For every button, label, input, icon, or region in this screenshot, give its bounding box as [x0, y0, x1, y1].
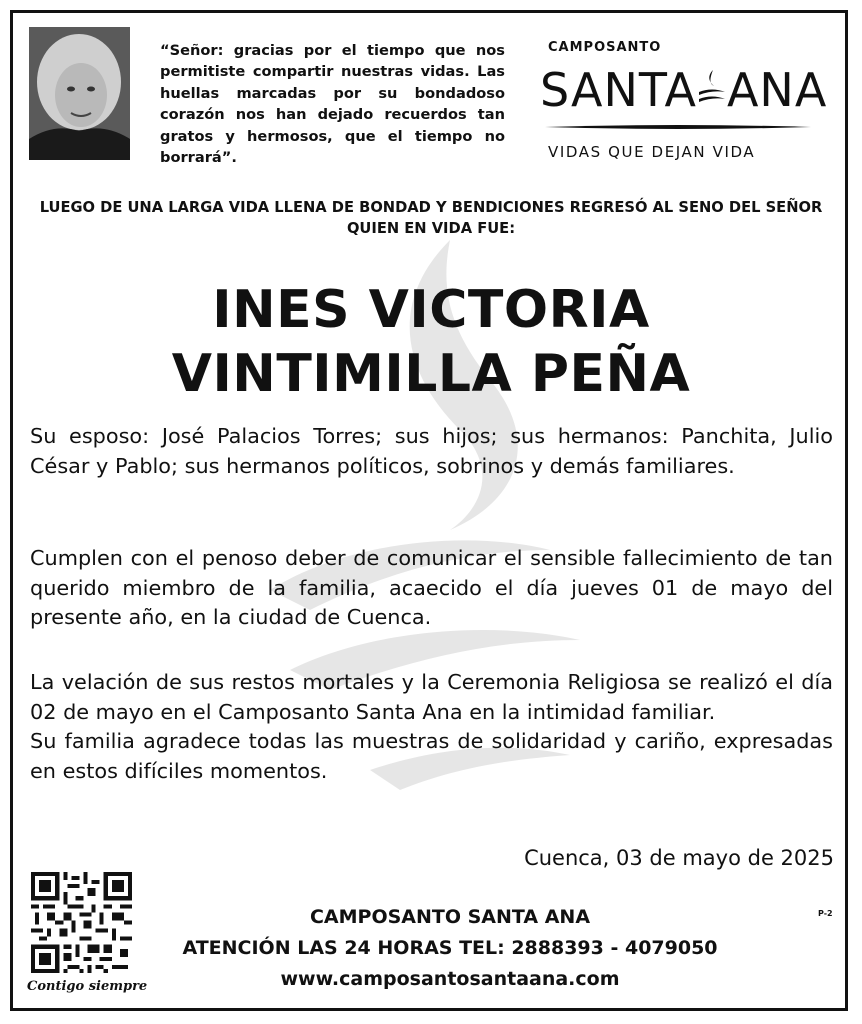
intro-text: LUEGO DE UNA LARGA VIDA LLENA DE BONDAD Y BENDICIONES REGRESÓ AL SENO DEL SEÑOR QUIEN EN VIDA FUE:: [39, 199, 823, 237]
ceremony-paragraph: La velación de sus restos mortales y la Ceremonia Religiosa se realizó el día 02 de mayo en el Camposanto Santa Ana en la intimidad familiar.: [30, 670, 833, 724]
brand-name-right: ANA: [726, 63, 828, 117]
deceased-name: [30, 278, 832, 406]
brand-tagline: VIDAS QUE DEJAN VIDA: [548, 143, 756, 161]
deceased-name-line2: VINTIMILLA PEÑA: [171, 344, 691, 404]
brand-underline: [545, 124, 811, 130]
brand-camposanto-label: CAMPOSANTO: [548, 40, 662, 55]
notice-date: Cuenca, 03 de mayo de 2025: [524, 846, 834, 870]
brand-name-left: SANTA: [540, 63, 697, 117]
footer-phone: ATENCIÓN LAS 24 HORAS TEL: 2888393 - 4079050: [182, 937, 718, 959]
page-code: P-2: [818, 909, 833, 918]
announcement-paragraph: Cumplen con el penoso deber de comunicar el sensible fallecimiento de tan querido miembro de la familia, acaecido el día jueves 01 de mayo del presente año, en la ciudad de Cuenca.: [30, 546, 833, 629]
qr-code[interactable]: [31, 872, 132, 973]
deceased-photo: [29, 27, 130, 160]
gratitude-paragraph: Su familia agradece todas las muestras de solidaridad y cariño, expresadas en estos difíciles momentos.: [30, 729, 833, 783]
footer-company: CAMPOSANTO SANTA ANA: [309, 906, 591, 928]
footer-contact: [150, 902, 750, 995]
ceremony-block: [30, 668, 833, 786]
footer-website-link[interactable]: www.camposantosantaana.com: [280, 968, 620, 990]
qr-caption: Contigo siempre: [27, 979, 148, 994]
deceased-name-line1: INES VICTORIA: [212, 280, 650, 340]
memorial-quote: “Señor: gracias por el tiempo que nos permitiste compartir nuestras vidas. Las huellas marcadas por su bondadoso corazón nos han dejado recuerdos tan gratos y hermosos, que el tiempo no borrará”.: [160, 42, 505, 167]
flame-icon: [697, 66, 727, 110]
brand-logo-name: [540, 60, 827, 120]
family-paragraph: Su esposo: José Palacios Torres; sus hijos; sus hermanos: Panchita, Julio César y Pablo; sus hermanos políticos, sobrinos y demás familiares.: [30, 424, 833, 478]
